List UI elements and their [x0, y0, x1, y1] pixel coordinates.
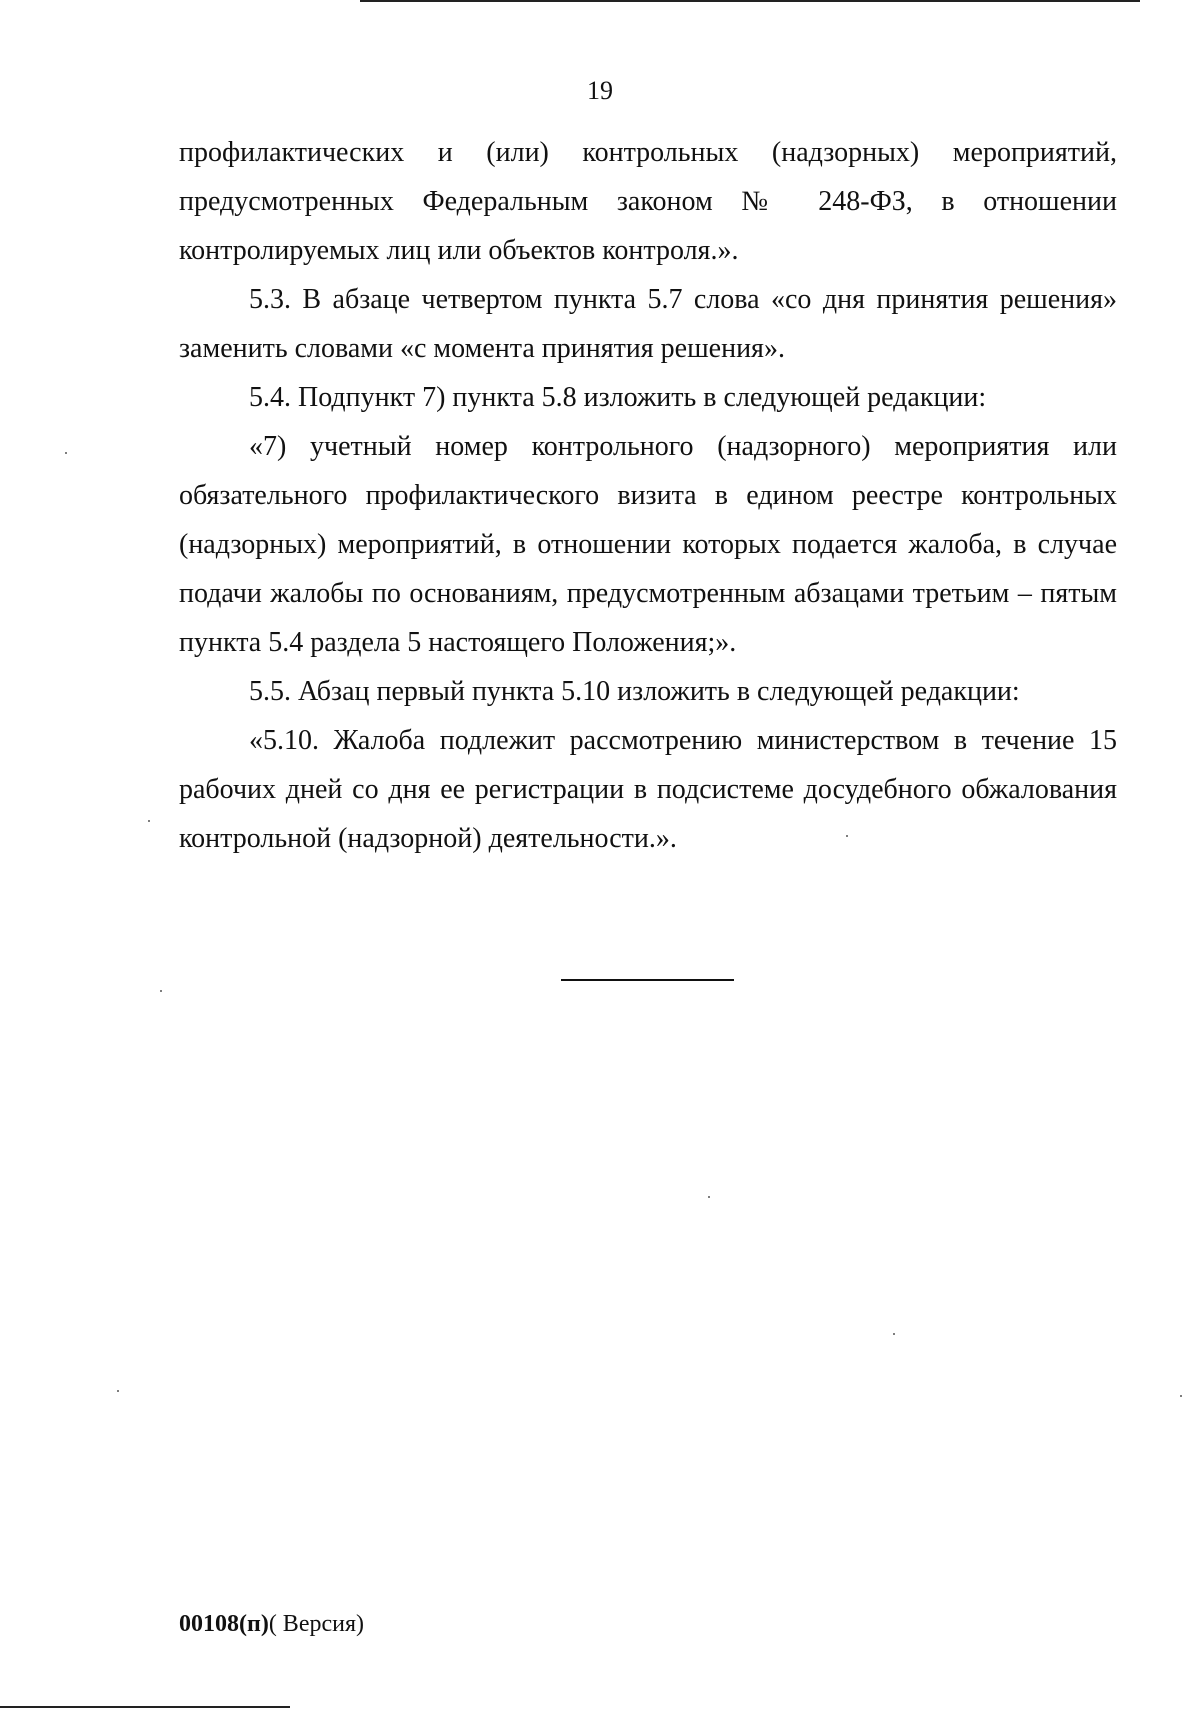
scan-speck	[148, 820, 150, 822]
document-body	[179, 128, 1117, 863]
scan-speck	[160, 990, 162, 992]
scan-speck	[846, 835, 848, 837]
paragraph-5-4: 5.4. Подпункт 7) пункта 5.8 изложить в следующей редакции:	[249, 382, 987, 413]
page-number: 19	[587, 76, 613, 105]
scan-speck	[893, 1333, 895, 1335]
scan-speck	[117, 1390, 119, 1392]
paragraph-5-3: 5.3. В абзаце четвертом пункта 5.7 слова «со дня принятия решения» заменить словами «с момента принятия решения».	[179, 284, 1117, 364]
paragraph-continuation: профилактических и (или) контрольных (надзорных) мероприятий, предусмотренных Федеральным законом № 248-ФЗ, в отношении контролируемых лиц или объектов контроля.».	[179, 137, 1117, 266]
scan-speck	[65, 452, 67, 454]
footer-version-label: ( Версия)	[268, 1611, 364, 1637]
paragraph-5-10: «5.10. Жалоба подлежит рассмотрению министерством в течение 15 рабочих дней со дня ее регистрации в подсистеме досудебного обжалования контрольной (надзорной) деятельности.».	[179, 725, 1117, 854]
scan-speck	[1180, 1395, 1182, 1397]
end-separator-line	[561, 979, 734, 981]
scan-bottom-edge-line	[0, 1706, 290, 1708]
paragraph-5-5: 5.5. Абзац первый пункта 5.10 изложить в следующей редакции:	[249, 676, 1020, 707]
footer-code-number: 00108(п)	[179, 1611, 269, 1637]
paragraph-item-7: «7) учетный номер контрольного (надзорного) мероприятия или обязательного профилактического визита в едином реестре контрольных (надзорных) мероприятий, в отношении которых подается жалоба, в случае подачи жалобы по основаниям, предусмотренным абзацами третьим – пятым пункта 5.4 раздела 5 настоящего Положения;».	[179, 431, 1117, 658]
scan-top-edge-line	[360, 0, 1140, 2]
footer-document-code	[179, 1610, 364, 1638]
scan-speck	[708, 1196, 710, 1198]
